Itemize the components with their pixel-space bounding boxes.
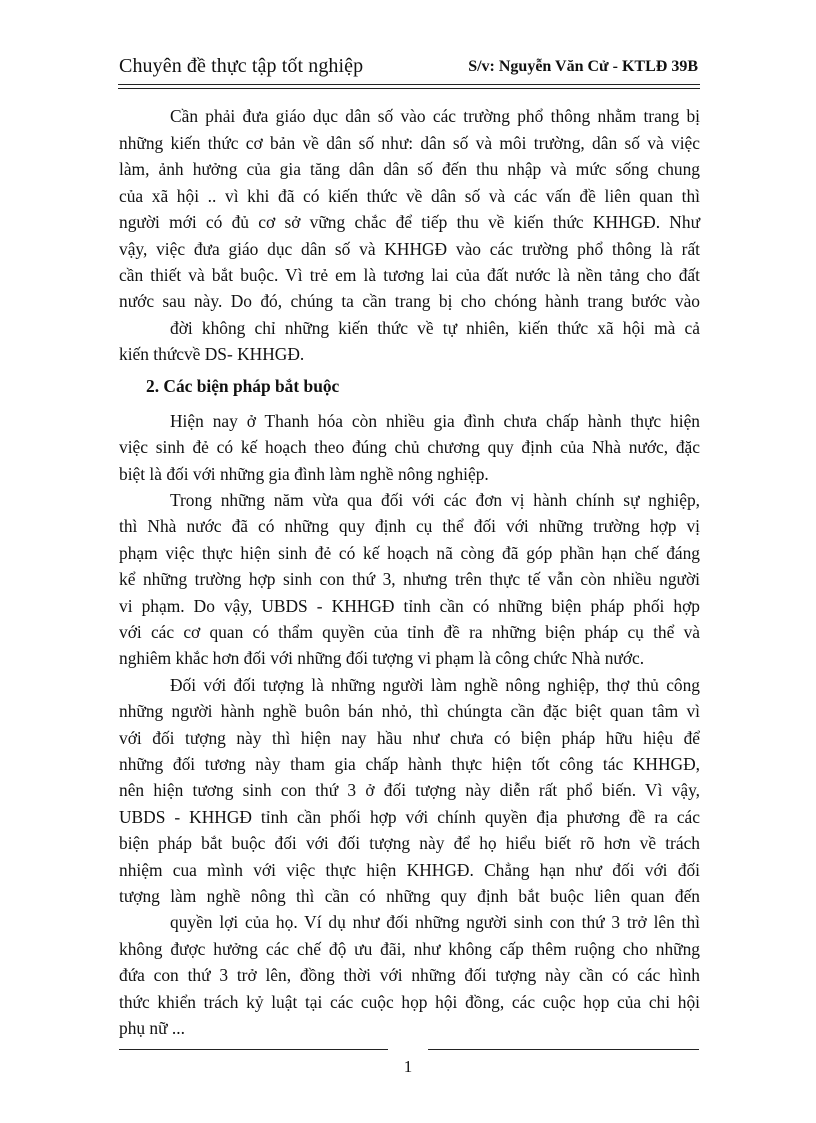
paragraph-line: việc sinh đẻ có kế hoạch theo đúng chủ chương quy định của Nhà nước, đặc xyxy=(119,437,700,457)
paragraph-line: Đối với đối tượng là những người làm nghề nông nghiệp, thợ thủ công xyxy=(170,675,700,695)
paragraph-line: những kiến thức cơ bản về dân số như: dân số và môi trường, dân số và việc xyxy=(119,133,700,153)
paragraph-line: kiến thứcvề DS- KHHGĐ. xyxy=(119,344,305,364)
paragraph-line: phạm việc thực hiện sinh đẻ có kế hoạch nã còng đã góp phần hạn chế đáng xyxy=(119,543,700,563)
paragraph-line: nhiệm cua mình với việc thực hiện KHHGĐ. Chẳng hạn như đối với đối xyxy=(119,860,700,880)
paragraph-line: làm, ảnh hưởng của gia tăng dân dân số đến thu nhập và mức sống chung xyxy=(119,159,700,179)
header-author: S/v: Nguyễn Văn Cử - KTLĐ 39B xyxy=(468,58,698,75)
paragraph-line: với đối tượng này thì hiện nay hầu như chưa có biện pháp hữu hiệu để xyxy=(119,728,700,748)
paragraph-line: quyền lợi của họ. Ví dụ như đối những người sinh con thứ 3 trở lên thì xyxy=(170,912,700,932)
paragraph-line: Hiện nay ở Thanh hóa còn nhiều gia đình chưa chấp hành thực hiện xyxy=(170,411,700,431)
page-number: 1 xyxy=(403,1057,413,1076)
paragraph-line: kể những trường hợp sinh con thứ 3, nhưng trên thực tế vẫn còn nhiều người xyxy=(119,569,700,589)
paragraph-line: cần thiết và bắt buộc. Vì trẻ em là tương lai của đất nước là nền tảng cho đất xyxy=(119,265,700,285)
paragraph-line: Trong những năm vừa qua đối với các đơn vị hành chính sự nghiệp, xyxy=(170,490,700,510)
paragraph-line: biệt là đối với những gia đình làm nghề nông nghiệp. xyxy=(119,464,489,484)
footer-rule-right xyxy=(428,1049,699,1050)
paragraph-line: không được hưởng các chế độ ưu đãi, như không cấp thêm ruộng cho những xyxy=(119,939,700,959)
header-rule-bottom xyxy=(118,88,700,89)
header-rule-top xyxy=(118,84,700,85)
paragraph-line: nghiêm khắc hơn đối với những đối tượng vi phạm là công chức Nhà nước. xyxy=(119,648,645,668)
paragraph-line: Cần phải đưa giáo dục dân số vào các trường phổ thông nhằm trang bị xyxy=(170,106,700,126)
paragraph-line: những đối tương này tham gia chấp hành thực hiện tốt công tác KHHGĐ, xyxy=(119,754,700,774)
paragraph-line: nên hiện tương sinh con thứ 3 ở đối tượng này diễn rất phổ biến. Vì vậy, xyxy=(119,780,700,800)
paragraph-line: vậy, việc đưa giáo dục dân số và KHHGĐ vào các trường phổ thông là rất xyxy=(119,239,700,259)
paragraph-line: đời không chỉ những kiến thức về tự nhiên, kiến thức xã hội mà cả xyxy=(170,318,700,338)
paragraph-line: nước sau này. Do đó, chúng ta cần trang bị cho chóng hành trang bước vào xyxy=(119,291,700,311)
paragraph-line: vi phạm. Do vậy, UBDS - KHHGĐ tỉnh cần có những biện pháp phối hợp xyxy=(119,596,700,616)
footer-rule-left xyxy=(119,1049,388,1050)
paragraph-line: biện pháp bắt buộc đối với đối tượng này để họ hiểu biết rõ hơn về trách xyxy=(119,833,700,853)
paragraph-line: phụ nữ ... xyxy=(119,1018,185,1038)
paragraph-line: người mới có đủ cơ sở vững chắc để tiếp thu về kiến thức KHHGĐ. Như xyxy=(119,212,700,232)
paragraph-line: của xã hội .. vì khi đã có kiến thức về dân số và các vấn đề liên quan thì xyxy=(119,186,700,206)
paragraph-line: thức khiển trách kỷ luật tại các cuộc họp hội đồng, các cuộc họp của chi hội xyxy=(119,992,700,1012)
paragraph-line: UBDS - KHHGĐ tỉnh cần phối hợp với chính quyền địa phương đề ra các xyxy=(119,807,700,827)
paragraph-line: với các cơ quan có thẩm quyền của tỉnh đề ra những biện pháp cụ thể và xyxy=(119,622,700,642)
paragraph-line: những người hành nghề buôn bán nhỏ, thì chúngta cần đặc biệt quan tâm vì xyxy=(119,701,700,721)
section-heading: 2. Các biện pháp bắt buộc xyxy=(146,376,340,396)
paragraph-line: thì Nhà nước đã có những quy định cụ thể đối với những trường hợp vị xyxy=(119,516,700,536)
header-title: Chuyên đề thực tập tốt nghiệp xyxy=(119,55,364,77)
paragraph-line: đứa con thứ 3 trở lên, đồng thời với những đối tượng này cần có các hình xyxy=(119,965,700,985)
paragraph-line: tượng làm nghề nông thì cần có những quy định bắt buộc liên quan đến xyxy=(119,886,700,906)
